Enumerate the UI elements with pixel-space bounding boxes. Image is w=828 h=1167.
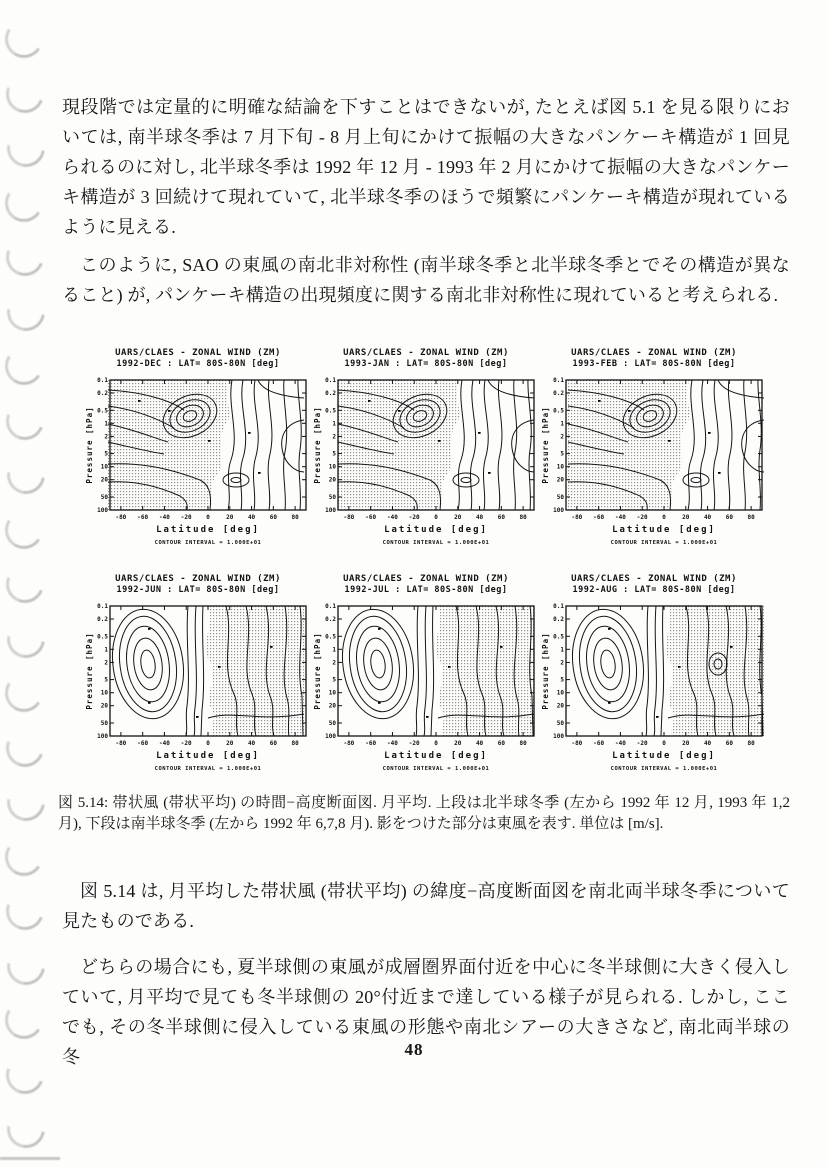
y-tick-label: 2 [560,433,564,441]
contour-art [338,380,534,510]
plot-title-line2: 1992-JUL : LAT= 80S-80N [deg] [344,585,508,595]
binder-hole [0,68,50,118]
contour-line [528,380,531,510]
contour-plot-svg [312,372,540,546]
contour-closed [361,636,396,691]
contour-art [108,380,304,510]
x-tick-label: 0 [662,514,666,521]
contour-line [718,380,764,398]
contour-plot-svg [312,598,540,772]
y-tick-label: 10 [328,463,336,471]
y-axis-label: Pressure [hPa] [541,406,550,484]
binder-hole [1,343,46,388]
x-tick-label: -60 [593,514,605,521]
x-axis-label: Latitude [deg] [384,751,488,761]
y-tick-label: 0.5 [553,407,564,415]
paragraph-2: このように, SAO の東風の南北非対称性 (南半球冬季と北半球冬季とでその構造が異なること) が, パンケーキ構造の出現頻度に関する南北非対称性に現れていると考えられる. [62,255,790,305]
y-tick-label: 0.5 [325,407,336,415]
y-tick-label: 5 [332,450,336,458]
y-tick-label: 20 [100,702,108,710]
contour-line [728,380,732,510]
x-tick-label: -40 [387,740,398,747]
y-tick-label: 20 [328,476,336,484]
contour-plot-svg [84,598,312,772]
x-tick-label: -80 [115,514,127,521]
y-axis-label: Pressure [hPa] [313,406,322,484]
y-tick-label: 0.5 [97,633,108,641]
contour-label-mark [208,440,211,442]
x-tick-label: 80 [519,740,527,747]
plot-title [84,574,312,596]
contour-closed [131,636,166,691]
y-tick-label: 50 [556,720,564,727]
x-tick-label: -60 [593,740,605,747]
x-tick-label: -80 [571,514,583,521]
contour-line [258,380,304,398]
binder-hole [0,612,53,665]
x-axis-label: Latitude [deg] [612,525,716,535]
x-tick-label: 40 [247,740,256,747]
paragraph-3: 図 5.14 は, 月平均した帯状風 (帯状平均) の緯度−高度断面図を南北両半球冬季について見たものである. [62,881,790,931]
x-axis-label: Latitude [deg] [612,751,716,761]
x-tick-label: 40 [475,514,484,521]
x-tick-label: 0 [434,514,438,521]
contour-label-mark [730,646,733,648]
plot-title-line2: 1992-DEC : LAT= 80S-80N [deg] [116,359,280,369]
y-tick-label: 0.1 [553,377,564,384]
plot-title-line1: UARS/CLAES - ZONAL WIND (ZM) [115,348,281,358]
x-tick-label: 60 [497,514,505,521]
contour-label-mark [598,400,601,402]
y-tick-label: 0.2 [97,616,108,623]
figure-caption: 図 5.14: 帯状風 (帯状平均) の時間−高度断面図. 月平均. 上段は北半球冬季 (左から 1992 年 12 月, 1993 年 1,2 月), 下段は南半球冬季 (左から 1992 年 6,7,8 月). 影をつけた部分は東風を表す. 単位は [m/s]. [58,795,790,832]
x-tick-label: 20 [226,740,234,747]
y-tick-label: 5 [104,450,108,458]
contour-closed [139,649,157,679]
y-tick-label: 10 [556,689,564,697]
x-tick-label: 80 [747,740,755,747]
contour-art [336,605,534,736]
binder-hole [1,670,46,715]
contour-line [713,380,718,510]
x-tick-label: -40 [159,740,170,747]
y-tick-label: 100 [97,507,108,514]
contour-line [488,380,534,398]
contour-label-mark [148,628,151,630]
x-tick-label: 60 [497,740,505,747]
plot-title-line2: 1993-JAN : LAT= 80S-80N [deg] [344,359,508,369]
x-tick-label: -60 [137,514,149,521]
y-tick-label: 0.5 [553,633,564,641]
paragraph-4: どちらの場合にも, 夏半球側の東風が成層圏界面付近を中心に冬半球側に大きく侵入していて, 月平均で見ても冬半球側の 20°付近まで達している様子が見られる. しかし, ここでも, その冬半球側に侵入している東風の形態や南北シアーの大きさなど, 南北両半球の冬 [62,957,790,1067]
paragraph-1: 現段階では定量的に明確な結論を下すことはできないが, たとえば図 5.1 を見る限りにおいては, 南半球冬季は 7 月下旬 - 8 月上旬にかけて振幅の大きなパンケーキ構造が 1 回見られるのに対し, 北半球冬季は 1992 年 12 月 - 1993 年 2 月にかけて振幅の大きなパンケーキ構造が 3 回続けて現れていて, 北半球冬季のほうで頻繁にパンケーキ構造が現れているように見える. [62,97,790,237]
contour-closed [461,478,471,483]
contour-label-mark [678,666,681,668]
y-tick-label: 1 [560,420,564,428]
contour-label-mark [500,646,503,648]
contour-closed [336,605,421,724]
x-tick-label: 20 [226,514,234,521]
contour-interval-note: CONTOUR INTERVAL = 1.000E+01 [610,766,718,772]
x-tick-label: -60 [365,514,377,521]
y-tick-label: 0.1 [97,377,108,384]
y-tick-label: 20 [556,476,564,484]
contour-closed [683,473,709,487]
contour-line [758,380,761,510]
binder-hole [1,997,46,1042]
contour-line [253,380,258,510]
y-tick-label: 2 [332,433,336,441]
y-tick-label: 50 [556,494,564,501]
contour-plot-svg [84,372,312,546]
y-tick-label: 100 [97,733,108,740]
x-tick-label: -20 [180,740,192,747]
contour-line [201,606,204,736]
x-tick-label: 20 [454,514,462,521]
contour-line [688,380,694,510]
plot-title [540,574,768,596]
y-tick-label: 5 [104,676,108,684]
x-tick-label: -20 [636,514,648,521]
y-tick-label: 1 [104,646,108,654]
plot-title-line2: 1993-FEB : LAT= 80S-80N [deg] [572,359,736,369]
x-tick-label: 40 [247,514,256,521]
contour-line [744,380,747,510]
y-tick-label: 1 [104,420,108,428]
x-tick-label: 60 [269,514,277,521]
x-tick-label: -80 [343,514,355,521]
contour-label-mark [398,410,401,412]
y-tick-label: 100 [553,733,564,740]
plot-title-line2: 1992-AUG : LAT= 80S-80N [deg] [572,585,736,595]
binder-hole [0,886,50,936]
contour-plot-cell [84,348,312,546]
contour-label-mark [628,410,631,412]
y-tick-label: 50 [328,720,336,727]
y-tick-label: 1 [560,646,564,654]
x-tick-label: 20 [682,514,690,521]
y-tick-label: 100 [325,733,336,740]
contour-line [268,380,272,510]
binder-hole [1,834,46,879]
x-tick-label: 0 [662,740,666,747]
x-tick-label: 20 [682,740,690,747]
y-tick-label: 10 [100,689,108,697]
x-tick-label: -80 [115,740,127,747]
contour-closed [106,605,191,724]
contour-closed [352,623,404,704]
contour-closed [599,649,617,679]
x-tick-label: -20 [408,514,420,521]
y-tick-label: 5 [560,676,564,684]
contour-label-mark [218,666,221,668]
x-tick-label: 60 [725,514,733,521]
contour-line [470,380,475,510]
contour-line [416,606,418,736]
contour-plot-svg [540,372,768,546]
contour-plot-cell [84,574,312,772]
x-tick-label: 80 [291,740,299,747]
y-tick-label: 20 [328,702,336,710]
y-tick-label: 5 [560,450,564,458]
x-tick-label: 40 [703,740,712,747]
contour-line [646,606,648,736]
y-tick-label: 0.2 [97,390,108,397]
contour-interval-note: CONTOUR INTERVAL = 1.000E+01 [154,766,262,772]
plot-title [312,574,540,596]
y-tick-label: 2 [332,659,336,667]
contour-interval-note: CONTOUR INTERVAL = 1.000E+01 [154,540,262,546]
y-axis-label: Pressure [hPa] [541,632,550,710]
plot-title-line2: 1992-JUN : LAT= 80S-80N [deg] [116,585,280,595]
figure-5-14 [84,348,768,772]
x-tick-label: -40 [615,740,626,747]
binder-hole [0,775,53,828]
contour-line [458,380,464,510]
plot-title-line1: UARS/CLAES - ZONAL WIND (ZM) [343,574,509,584]
contour-label-mark [378,702,381,704]
contour-plot-cell [540,574,768,772]
contour-label-mark [378,628,381,630]
x-tick-label: -80 [571,740,583,747]
contour-label-mark [270,646,273,648]
contour-plot-cell [312,348,540,546]
y-tick-label: 10 [556,463,564,471]
contour-plot-cell [540,348,768,546]
y-tick-label: 2 [560,659,564,667]
contour-closed [231,478,241,483]
plot-title-line1: UARS/CLAES - ZONAL WIND (ZM) [571,348,737,358]
x-tick-label: -60 [365,740,377,747]
x-tick-label: 80 [519,514,527,521]
plot-title-line1: UARS/CLAES - ZONAL WIND (ZM) [571,574,737,584]
plot-title-line1: UARS/CLAES - ZONAL WIND (ZM) [343,348,509,358]
contour-closed [566,605,651,724]
y-axis-label: Pressure [hPa] [85,406,94,484]
contour-label-mark [608,702,611,704]
x-tick-label: -40 [159,514,170,521]
contour-label-mark [708,432,711,434]
plot-title [312,348,540,370]
x-tick-label: 80 [291,514,299,521]
y-axis-label: Pressure [hPa] [85,632,94,710]
contour-label-mark [448,666,451,668]
x-axis-label: Latitude [deg] [384,525,488,535]
contour-art [106,605,304,736]
y-tick-label: 1 [332,420,336,428]
y-tick-label: 0.5 [325,633,336,641]
contour-closed [453,473,479,487]
contour-line [514,380,517,510]
x-tick-label: -20 [408,740,420,747]
x-axis-label: Latitude [deg] [156,751,260,761]
contour-line [483,380,488,510]
x-tick-label: 40 [475,740,484,747]
binder-hole [0,722,50,772]
plot-title [84,348,312,370]
contour-closed [582,623,634,704]
y-tick-label: 0.1 [553,603,564,610]
contour-line [431,606,434,736]
y-tick-label: 0.1 [325,377,336,384]
y-tick-label: 0.1 [325,603,336,610]
x-tick-label: 0 [206,514,210,521]
contour-label-mark [368,400,371,402]
plot-title-line1: UARS/CLAES - ZONAL WIND (ZM) [115,574,281,584]
contour-label-mark [426,716,429,718]
contour-plot-svg [540,598,768,772]
contour-line [228,380,234,510]
y-tick-label: 1 [332,646,336,654]
y-tick-label: 20 [100,476,108,484]
contour-line [498,380,502,510]
binder-hole [0,285,53,338]
binder-hole [1,180,46,225]
y-tick-label: 100 [553,507,564,514]
binder-hole [1,507,46,552]
x-axis-label: Latitude [deg] [156,525,260,535]
y-tick-label: 10 [100,463,108,471]
x-tick-label: 40 [703,514,712,521]
x-tick-label: -60 [137,740,149,747]
scan-edge-artifact [0,1157,60,1160]
contour-label-mark [718,472,721,474]
y-tick-label: 0.1 [97,603,108,610]
contour-art [566,605,764,736]
binder-hole [0,1102,53,1155]
x-tick-label: 0 [434,740,438,747]
x-tick-label: 20 [454,740,462,747]
contour-art [568,380,764,510]
y-tick-label: 0.2 [325,616,336,623]
contour-label-mark [196,716,199,718]
contour-line [700,380,705,510]
y-tick-label: 2 [104,433,108,441]
contour-label-mark [138,400,141,402]
y-axis-label: Pressure [hPa] [313,632,322,710]
contour-label-mark [488,472,491,474]
y-tick-label: 20 [556,702,564,710]
contour-interval-note: CONTOUR INTERVAL = 1.000E+01 [382,766,490,772]
contour-line [661,606,664,736]
contour-label-mark [258,472,261,474]
contour-closed [223,473,249,487]
contour-label-mark [608,628,611,630]
contour-line [298,380,301,510]
x-tick-label: -20 [180,514,192,521]
contour-label-mark [478,432,481,434]
page-number: 48 [404,1040,424,1059]
binder-hole [0,121,53,174]
contour-label-mark [438,440,441,442]
y-tick-label: 10 [328,689,336,697]
x-tick-label: -80 [343,740,355,747]
y-tick-label: 50 [100,720,108,727]
contour-label-mark [668,440,671,442]
y-tick-label: 0.5 [97,407,108,415]
contour-label-mark [248,432,251,434]
x-tick-label: -40 [387,514,398,521]
y-tick-label: 5 [332,676,336,684]
x-tick-label: -40 [615,514,626,521]
y-tick-label: 0.2 [553,390,564,397]
binder-hole [0,395,50,445]
contour-label-mark [168,410,171,412]
contour-plot-cell [312,574,540,772]
y-tick-label: 50 [100,494,108,501]
plot-title [540,348,768,370]
contour-closed [691,478,701,483]
x-tick-label: 60 [269,740,277,747]
contour-closed [122,623,174,704]
contour-label-mark [656,716,659,718]
binder-hole [0,232,50,282]
binder-hole [0,939,53,992]
contour-line [186,606,188,736]
contour-label-mark [148,702,151,704]
x-tick-label: 0 [206,740,210,747]
contour-interval-note: CONTOUR INTERVAL = 1.000E+01 [610,540,718,546]
binder-hole [0,559,50,609]
x-tick-label: 60 [725,740,733,747]
x-tick-label: 80 [747,514,755,521]
contour-closed [369,649,387,679]
contour-closed [591,636,626,691]
contour-interval-note: CONTOUR INTERVAL = 1.000E+01 [382,540,490,546]
y-tick-label: 0.2 [325,390,336,397]
y-tick-label: 2 [104,659,108,667]
contour-line [284,380,287,510]
contour-line [240,380,245,510]
x-tick-label: -20 [636,740,648,747]
binder-hole [1,16,46,61]
binder-hole [0,448,53,501]
y-tick-label: 50 [328,494,336,501]
y-tick-label: 100 [325,507,336,514]
y-tick-label: 0.2 [553,616,564,623]
